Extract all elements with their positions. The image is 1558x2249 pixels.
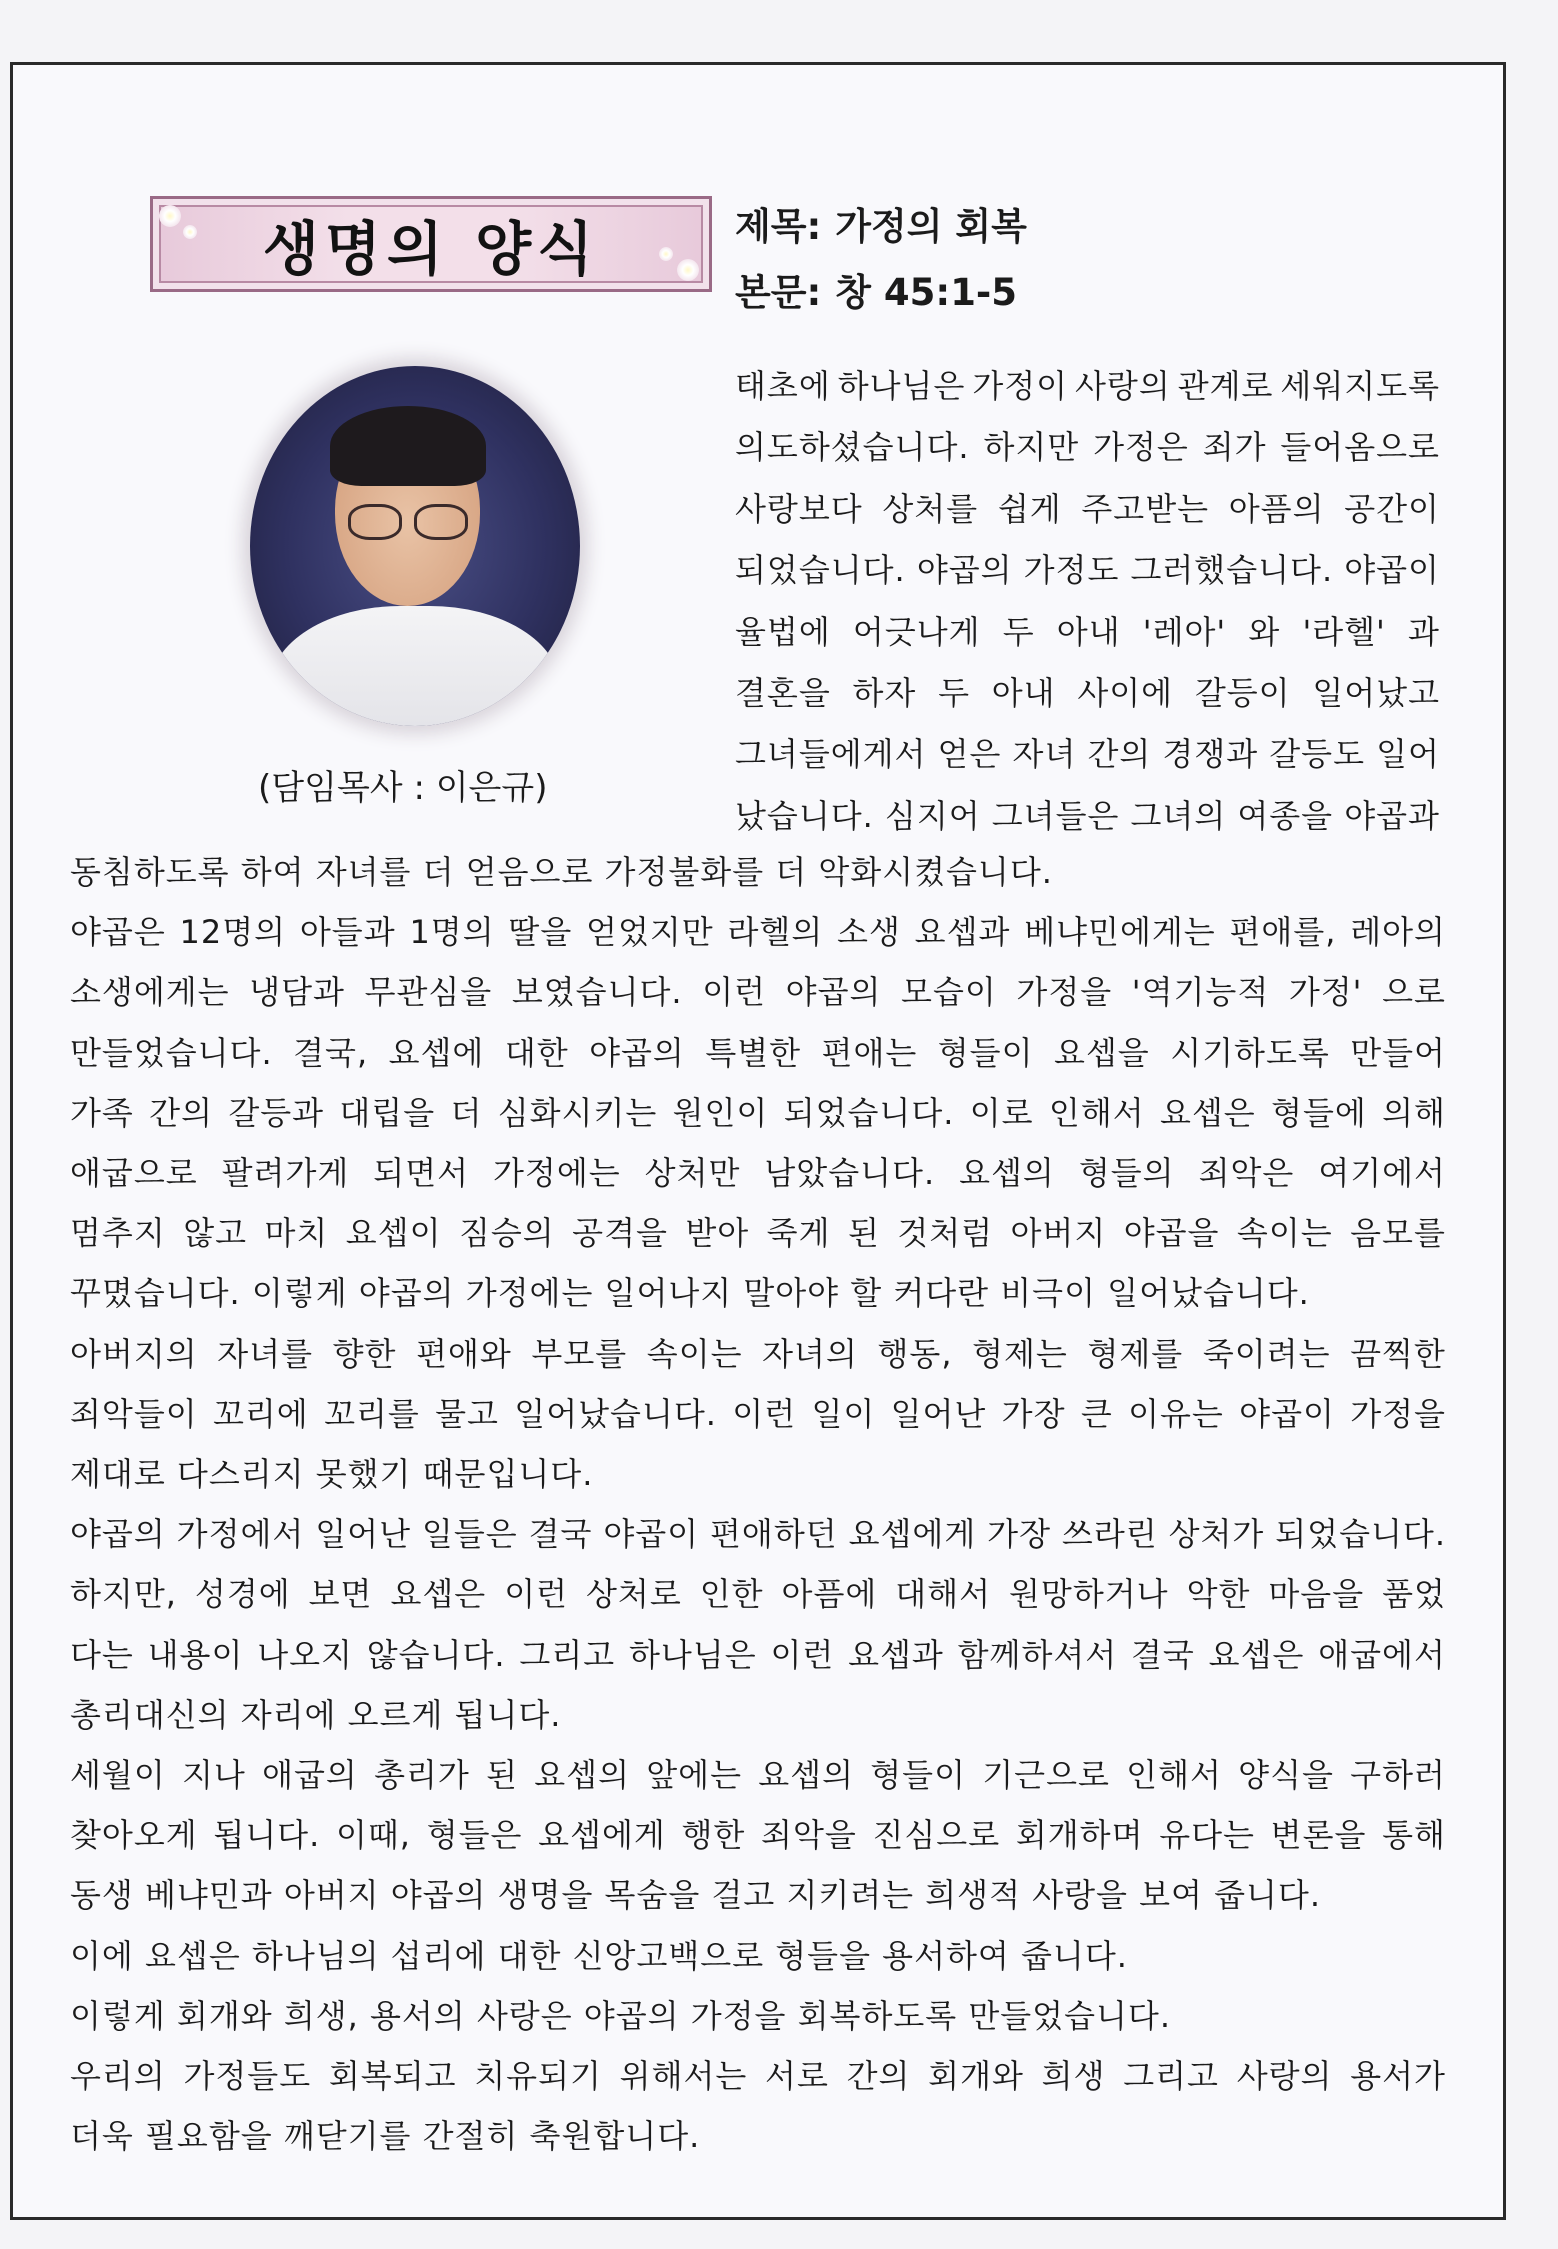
body-line: 가족 간의 갈등과 대립을 더 심화시키는 원인이 되었습니다. 이로 인해서 요셉은 형들에 의해	[70, 1094, 1446, 1132]
right-column-line: 그녀들에게서 얻은 자녀 간의 경쟁과 갈등도 일어	[735, 735, 1440, 773]
body-line: 멈추지 않고 마치 요셉이 짐승의 공격을 받아 죽게 된 것처럼 아버지 야곱을 속이는 음모를	[70, 1214, 1446, 1252]
body-line: 제대로 다스리지 못했기 때문입니다.	[70, 1455, 594, 1493]
right-column-line: 결혼을 하자 두 아내 사이에 갈등이 일어났고	[735, 674, 1440, 712]
subject-value: 가정의 회복	[835, 205, 1027, 248]
flower-ornament	[159, 205, 181, 227]
body-line: 총리대신의 자리에 오르게 됩니다.	[70, 1696, 562, 1734]
scripture-label: 본문:	[735, 271, 822, 314]
flower-ornament	[677, 259, 699, 281]
body-line: 야곱의 가정에서 일어난 일들은 결국 야곱이 편애하던 요셉에게 가장 쓰라린 상처가 되었습니다.	[70, 1515, 1446, 1553]
subject-label: 제목:	[735, 205, 822, 248]
body-line: 아버지의 자녀를 향한 편애와 부모를 속이는 자녀의 행동, 형제는 형제를 죽이려는 끔찍한	[70, 1335, 1446, 1373]
body-line: 더욱 필요함을 깨닫기를 간절히 축원합니다.	[70, 2117, 701, 2155]
body-line: 하지만, 성경에 보면 요셉은 이런 상처로 인한 아픔에 대해서 원망하거나 악한 마음을 품었	[70, 1575, 1446, 1613]
body-line: 만들었습니다. 결국, 요셉에 대한 야곱의 특별한 편애는 형들이 요셉을 시기하도록 만들어	[70, 1034, 1446, 1072]
body-line: 이렇게 회개와 희생, 용서의 사랑은 야곱의 가정을 회복하도록 만들었습니다.	[70, 1997, 1171, 2035]
body-line: 세월이 지나 애굽의 총리가 된 요셉의 앞에는 요셉의 형들이 기근으로 인해서 양식을 구하러	[70, 1756, 1446, 1794]
flower-ornament	[659, 247, 673, 261]
body-line: 동침하도록 하여 자녀를 더 얻음으로 가정불화를 더 악화시켰습니다.	[70, 853, 1053, 891]
page-title: 생명의 양식	[262, 215, 600, 283]
body-line: 우리의 가정들도 회복되고 치유되기 위해서는 서로 간의 회개와 희생 그리고 사랑의 용서가	[70, 2057, 1446, 2095]
right-column-line: 났습니다. 심지어 그녀들은 그녀의 여종을 야곱과	[735, 797, 1440, 835]
body-line: 동생 베냐민과 아버지 야곱의 생명을 목숨을 걸고 지키려는 희생적 사랑을 보여 줍니다.	[70, 1876, 1321, 1914]
subject-line	[735, 196, 1027, 250]
scripture-value: 창 45:1-5	[835, 271, 1018, 314]
body-line: 다는 내용이 나오지 않습니다. 그리고 하나님은 이런 요셉과 함께하셔서 결국 요셉은 애굽에서	[70, 1636, 1446, 1674]
pastor-portrait	[250, 366, 580, 726]
body-line: 애굽으로 팔려가게 되면서 가정에는 상처만 남았습니다. 요셉의 형들의 죄악은 여기에서	[70, 1154, 1446, 1192]
right-column-line: 되었습니다. 야곱의 가정도 그러했습니다. 야곱이	[735, 551, 1440, 589]
flower-ornament	[183, 225, 197, 239]
body-line: 소생에게는 냉담과 무관심을 보였습니다. 이런 야곱의 모습이 가정을 '역기능적 가정' 으로	[70, 973, 1446, 1011]
body-line: 야곱은 12명의 아들과 1명의 딸을 얻었지만 라헬의 소생 요셉과 베냐민에게는 편애를, 레아의	[70, 913, 1446, 951]
portrait-caption: (담임목사 : 이은규)	[258, 768, 548, 808]
body-line: 이에 요셉은 하나님의 섭리에 대한 신앙고백으로 형들을 용서하여 줍니다.	[70, 1937, 1128, 1975]
right-column-line: 태초에 하나님은 가정이 사랑의 관계로 세워지도록	[735, 367, 1440, 405]
right-column-line: 율법에 어긋나게 두 아내 '레아' 와 '라헬' 과	[735, 613, 1440, 651]
body-line: 꾸몄습니다. 이렇게 야곱의 가정에는 일어나지 말아야 할 커다란 비극이 일어났습니다.	[70, 1274, 1310, 1312]
body-line: 찾아오게 됩니다. 이때, 형들은 요셉에게 행한 죄악을 진심으로 회개하며 유다는 변론을 통해	[70, 1816, 1446, 1854]
body-line: 죄악들이 꼬리에 꼬리를 물고 일어났습니다. 이런 일이 일어난 가장 큰 이유는 야곱이 가정을	[70, 1395, 1446, 1433]
right-column-line: 사랑보다 상처를 쉽게 주고받는 아픔의 공간이	[735, 490, 1440, 528]
scripture-line	[735, 262, 1017, 316]
title-banner	[150, 196, 712, 292]
right-column-line: 의도하셨습니다. 하지만 가정은 죄가 들어옴으로	[735, 428, 1440, 466]
